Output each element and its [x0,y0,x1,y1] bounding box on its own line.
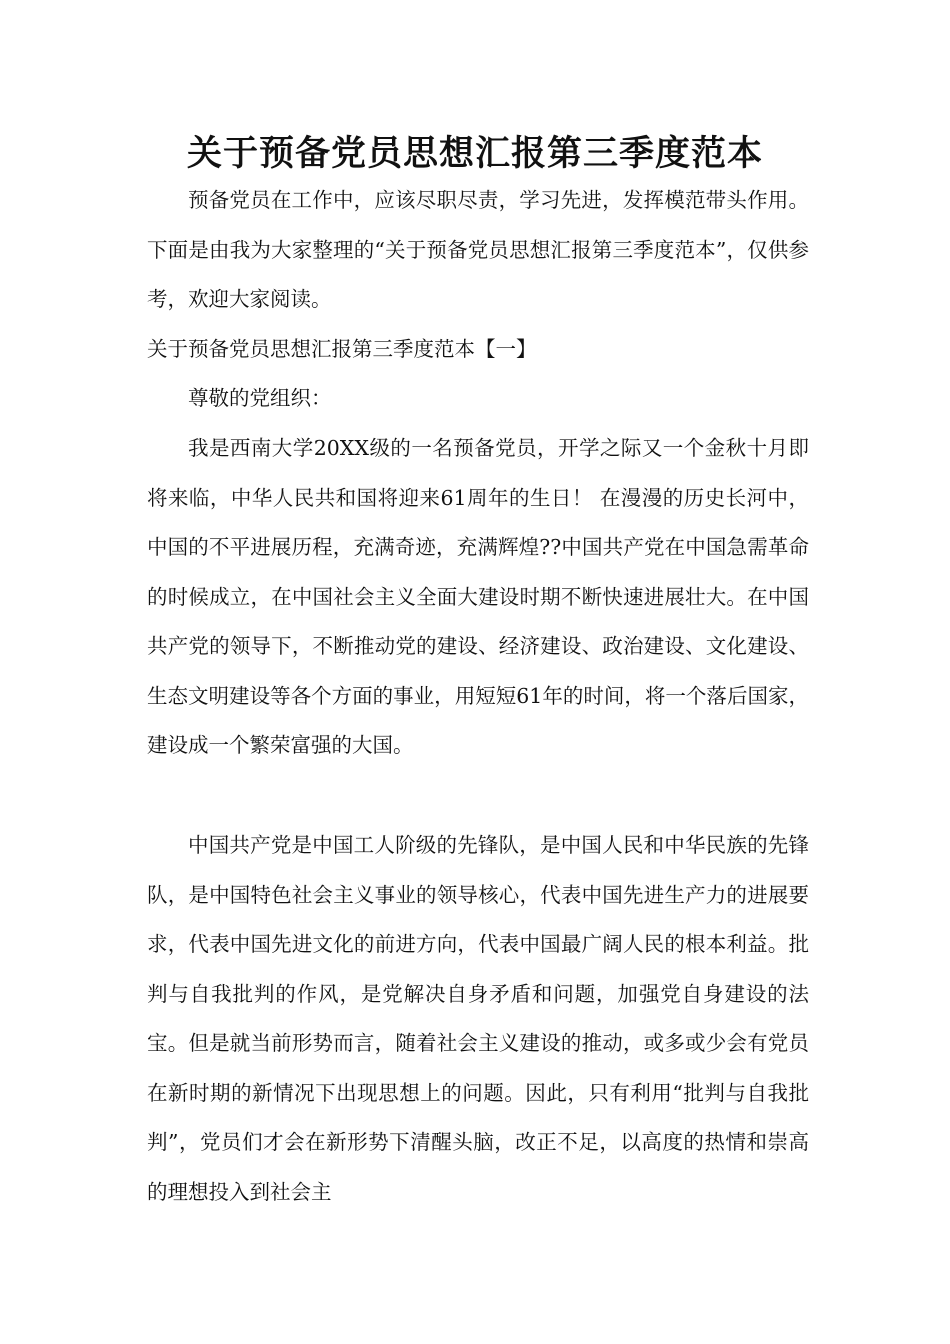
intro-paragraph: 预备党员在工作中，应该尽职尽责，学习先进，发挥模范带头作用。下面是由我为大家整理的“关于预备党员思想汇报第三季度范本”，仅供参考，欢迎大家阅读。 [147,188,809,311]
document-title: 关于预备党员思想汇报第三季度范本 [186,134,763,174]
greeting-line: 尊敬的党组织： [188,386,332,410]
section-heading: 关于预备党员思想汇报第三季度范本【一】 [147,337,537,361]
body-paragraph-2: 中国共产党是中国工人阶级的先锋队，是中国人民和中华民族的先锋队，是中国特色社会主义事业的领导核心，代表中国先进生产力的进展要求，代表中国先进文化的前进方向，代表中国最广阔人民的根本利益。批判与自我批判的作风，是党解决自身矛盾和问题，加强党自身建设的法宝。但是就当前形势而言，随着社会主义建设的推动，或多或少会有党员在新时期的新情况下出现思想上的问题。因此，只有利用“批判与自我批判”，党员们才会在新形势下清醒头脑，改正不足，以高度的热情和崇高的理想投入到社会主 [147,833,809,1204]
body-paragraph-1: 我是西南大学20XX级的一名预备党员，开学之际又一个金秋十月即将来临，中华人民共和国将迎来61周年的生日！ 在漫漫的历史长河中，中国的不平进展历程，充满奇迹，充满辉煌??中国共产党在中国急需革命的时候成立，在中国社会主义全面大建设时期不断快速进展壮大。在中国共产党的领导下，不断推动党的建设、经济建设、政治建设、文化建设、生态文明建设等各个方面的事业，用短短61年的时间，将一个落后国家，建设成一个繁荣富强的大国。 [147,436,809,757]
